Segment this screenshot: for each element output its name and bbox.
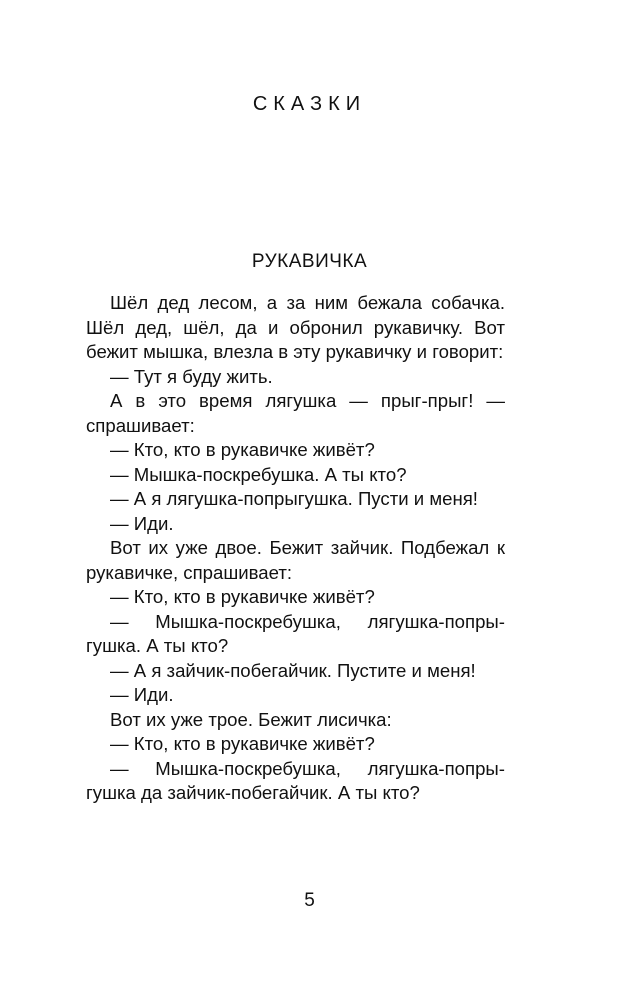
paragraph: — Кто, кто в рукавичке живёт? [110,586,375,607]
paragraph: — Иди. [110,512,174,534]
story-title: РУКАВИЧКА [251,251,368,272]
story-text [86,291,505,806]
paragraph: — Кто, кто в рукавичке живёт? [110,733,375,754]
paragraph: — Тут я буду жить. [110,365,273,387]
paragraph: — А я зайчик-побегайчик. Пустите и меня! [110,659,476,681]
paragraph: Вот их уже трое. Бежит лисичка: [110,708,392,730]
paragraph: — А я лягушка-попрыгушка. Пусти и меня! [110,488,478,509]
paragraph: — Мышка-поскребушка, лягушка-попрыгушка. А ты кто? [86,610,505,656]
paragraph: А в это время лягушка — прыг-прыг! — спрашивает: [86,390,505,436]
page-number: 5 [304,890,315,911]
paragraph: — Мышка-поскребушка. А ты кто? [110,463,407,485]
paragraph: Вот их уже двое. Бежит зайчик. Подбежал к рукавичке, спрашивает: [86,537,505,583]
paragraph: — Иди. [110,684,174,705]
paragraph: — Кто, кто в рукавичке живёт? [110,439,375,460]
paragraph: — Мышка-поскребушка, лягушка-попрыгушка да зайчик-побегайчик. А ты кто? [86,757,505,803]
paragraph: Шёл дед лесом, а за ним бежала собачка. Шёл дед, шёл, да и обронил рукавичку. Вот бежит мышка, влезла в эту рукавичку и говорит: [86,292,505,362]
section-title: СКАЗКИ [252,93,367,115]
